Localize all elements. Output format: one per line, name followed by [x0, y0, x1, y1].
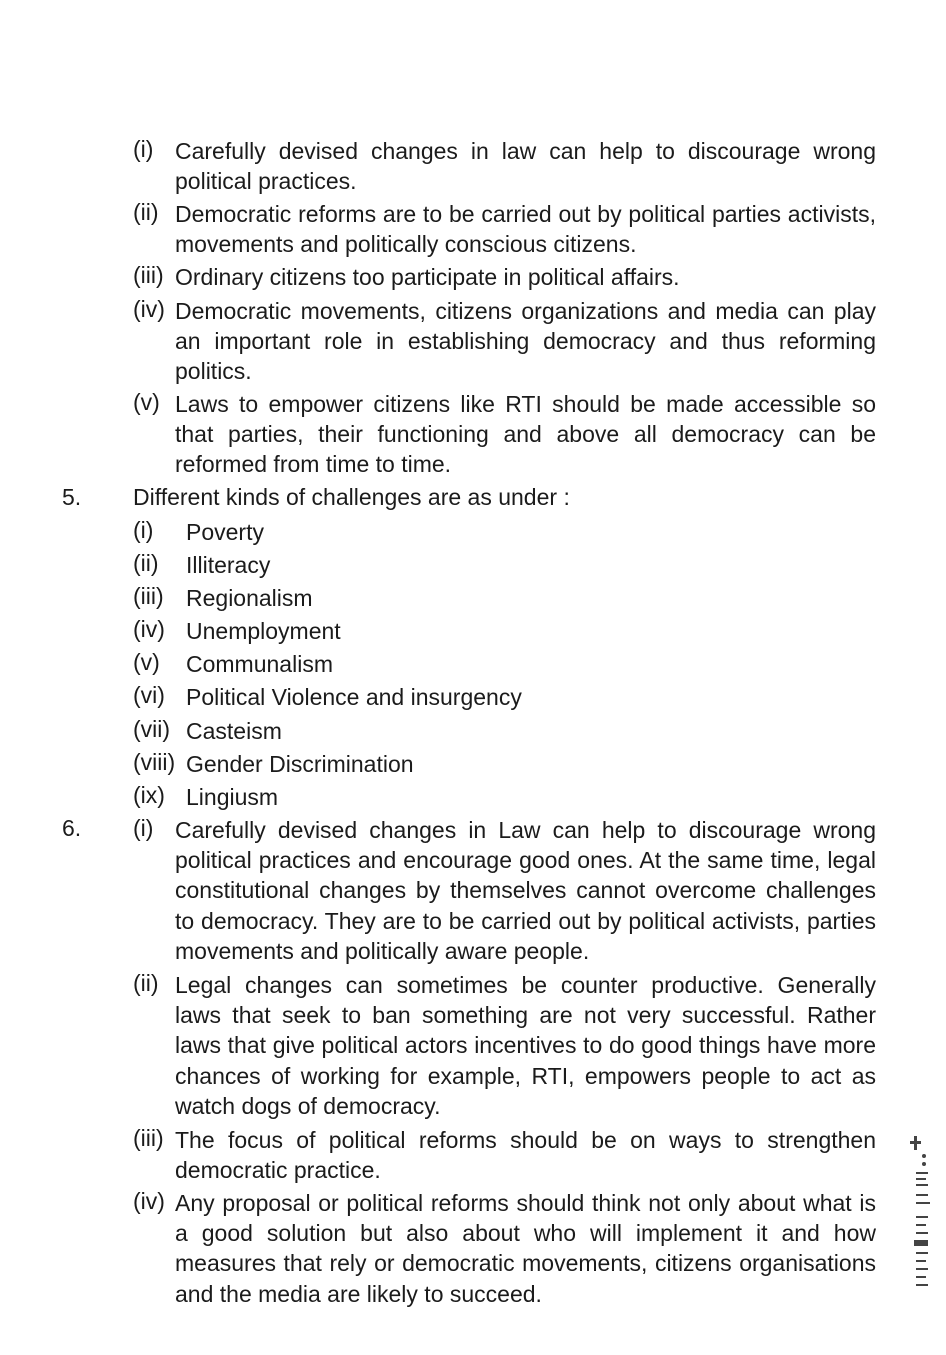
item-text: Legal changes can sometimes be counter productive. Generally laws that seek to ban something are not very successful. Rather laws that give political actors incentives to do good things have more chances of working for example, RTI, empowers people to act as watch dogs of democracy. — [175, 972, 876, 1119]
list-item — [0, 199, 946, 262]
answer-4-list — [0, 136, 946, 482]
item-text: Democratic movements, citizens organizations and media can play an important role in establishing democracy and thus reforming politics. — [175, 298, 876, 385]
item-marker: (viii) — [133, 748, 176, 775]
item-text: The focus of political reforms should be on ways to strengthen democratic practice. — [175, 1127, 876, 1184]
list-item — [0, 550, 946, 583]
item-marker: (ii) — [133, 199, 159, 225]
list-item — [0, 1125, 946, 1188]
list-item — [0, 682, 946, 715]
list-item — [0, 389, 946, 482]
list-item — [0, 649, 946, 682]
list-item — [0, 136, 946, 199]
item-text: Laws to empower citizens like RTI should be made accessible so that parties, their functioning and above all democracy can be reformed from time to time. — [175, 391, 876, 478]
item-marker: (i) — [133, 517, 154, 543]
list-item — [0, 749, 946, 782]
answer-6 — [0, 815, 946, 1312]
item-marker: (v) — [133, 389, 160, 415]
answer-5-list — [0, 517, 946, 815]
item-text: Poverty — [186, 519, 264, 545]
margin-stamp — [904, 1132, 944, 1297]
item-text: Any proposal or political reforms should think not only about what is a good solution but also about who will implement it and how measures that rely or democratic movements, citizens organisations and the media are likely to succeed. — [175, 1190, 876, 1307]
list-item — [0, 970, 946, 1125]
item-marker: (iv) — [133, 296, 165, 322]
list-item — [0, 616, 946, 649]
item-text: Carefully devised changes in Law can help to discourage wrong political practices and encourage good ones. At the same time, legal constitutional changes by themselves cannot overcome challenges to democracy. They are to be carried out by political activists, parties movements and politically aware people. — [175, 817, 876, 964]
item-text: Unemployment — [186, 618, 341, 645]
list-item — [0, 1188, 946, 1312]
item-marker: (iii) — [133, 583, 164, 610]
item-marker: (iii) — [133, 262, 164, 288]
item-text: Regionalism — [186, 585, 313, 612]
item-marker: (v) — [133, 649, 160, 676]
question-number: 5. — [62, 484, 82, 510]
question-number: 6. — [62, 815, 82, 841]
list-item — [0, 815, 946, 970]
item-marker: (ii) — [133, 550, 159, 577]
item-marker: (ix) — [133, 781, 165, 808]
item-text: Communalism — [186, 651, 333, 678]
item-text: Lingiusm — [186, 783, 279, 810]
item-text: Illiteracy — [186, 552, 271, 579]
list-item — [0, 517, 946, 550]
item-marker: (iii) — [133, 1125, 164, 1151]
item-text: Gender Discrimination — [186, 750, 414, 777]
item-marker: (i) — [133, 815, 154, 841]
list-item — [0, 583, 946, 616]
item-text: Democratic reforms are to be carried out by political parties activists, movements and politically conscious citizens. — [175, 201, 876, 258]
item-marker: (vii) — [133, 715, 171, 742]
item-marker: (iv) — [133, 1188, 165, 1214]
item-text: Political Violence and insurgency — [186, 684, 522, 711]
item-marker: (ii) — [133, 970, 159, 996]
list-item — [0, 782, 946, 815]
item-marker: (vi) — [133, 682, 165, 709]
item-marker: (i) — [133, 136, 154, 162]
list-item — [0, 296, 946, 389]
answer-5-intro: Different kinds of challenges are as under : — [133, 484, 570, 510]
item-text: Carefully devised changes in law can help to discourage wrong political practices. — [175, 138, 876, 195]
list-item — [0, 262, 946, 296]
list-item — [0, 716, 946, 749]
item-marker: (iv) — [133, 616, 165, 643]
item-text: Ordinary citizens too participate in political affairs. — [175, 264, 680, 290]
item-text: Casteism — [186, 717, 282, 744]
